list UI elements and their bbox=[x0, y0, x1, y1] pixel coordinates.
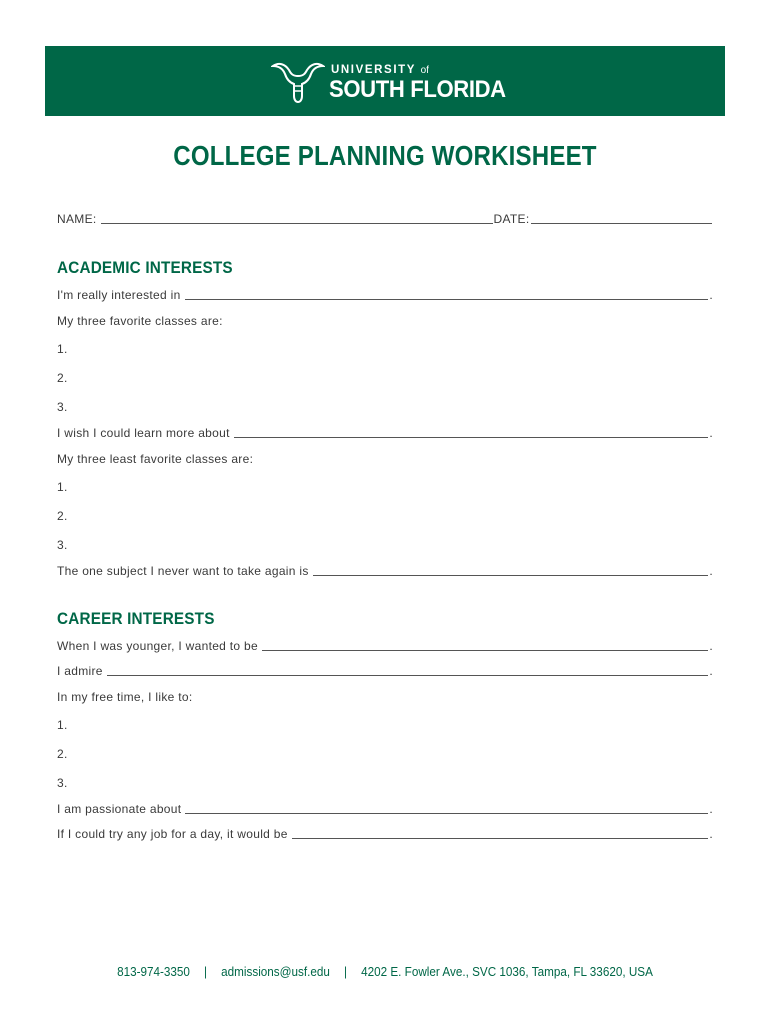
name-label: NAME: bbox=[57, 212, 97, 226]
name-field[interactable] bbox=[101, 212, 493, 224]
period: . bbox=[709, 664, 713, 678]
free-time-prompt: In my free time, I like to: bbox=[57, 690, 193, 704]
logo-name-text: SOUTH FLORIDA bbox=[329, 76, 506, 103]
try-job-field[interactable] bbox=[292, 827, 709, 839]
footer-phone: 813-974-3350 bbox=[117, 964, 190, 979]
academic-heading: ACADEMIC INTERESTS bbox=[57, 258, 233, 277]
when-younger-label: When I was younger, I wanted to be bbox=[57, 639, 258, 653]
footer-contact bbox=[39, 964, 732, 979]
period: . bbox=[709, 564, 713, 578]
period: . bbox=[709, 639, 713, 653]
least-favorite-item-3[interactable]: 3. bbox=[57, 538, 68, 552]
period: . bbox=[709, 802, 713, 816]
free-time-item-3[interactable]: 3. bbox=[57, 776, 68, 790]
free-time-item-1[interactable]: 1. bbox=[57, 718, 68, 732]
least-favorite-item-2[interactable]: 2. bbox=[57, 509, 68, 523]
passionate-field[interactable] bbox=[185, 802, 708, 814]
passionate-row bbox=[57, 802, 713, 816]
logo-university-text: UNIVERSITY of bbox=[331, 64, 429, 76]
favorite-class-item-3[interactable]: 3. bbox=[57, 400, 68, 414]
footer-email[interactable]: admissions@usf.edu bbox=[221, 964, 330, 979]
usf-logo bbox=[271, 58, 511, 104]
favorite-class-item-2[interactable]: 2. bbox=[57, 371, 68, 385]
page-title: COLLEGE PLANNING WORKISHEET bbox=[173, 140, 597, 171]
never-again-field[interactable] bbox=[313, 564, 709, 576]
favorite-class-item-1[interactable]: 1. bbox=[57, 342, 68, 356]
date-field[interactable] bbox=[531, 212, 712, 224]
period: . bbox=[709, 426, 713, 440]
wish-learn-label: I wish I could learn more about bbox=[57, 426, 230, 440]
never-again-label: The one subject I never want to take again is bbox=[57, 564, 309, 578]
name-date-row bbox=[57, 212, 713, 226]
passionate-label: I am passionate about bbox=[57, 802, 182, 816]
interested-in-label: I'm really interested in bbox=[57, 288, 181, 302]
least-favorite-item-1[interactable]: 1. bbox=[57, 480, 68, 494]
when-younger-field[interactable] bbox=[262, 639, 708, 651]
period: . bbox=[709, 827, 713, 841]
try-job-row bbox=[57, 827, 713, 841]
favorite-classes-prompt: My three favorite classes are: bbox=[57, 314, 223, 328]
footer-separator: | bbox=[204, 964, 208, 979]
admire-label: I admire bbox=[57, 664, 103, 678]
career-heading: CAREER INTERESTS bbox=[57, 609, 215, 628]
free-time-item-2[interactable]: 2. bbox=[57, 747, 68, 761]
least-favorite-prompt: My three least favorite classes are: bbox=[57, 452, 254, 466]
when-younger-row bbox=[57, 639, 713, 653]
wish-learn-field[interactable] bbox=[234, 426, 709, 438]
interested-in-field[interactable] bbox=[185, 288, 709, 300]
period: . bbox=[709, 288, 713, 302]
never-again-row bbox=[57, 564, 713, 578]
footer-address: 4202 E. Fowler Ave., SVC 1036, Tampa, FL 33620, USA bbox=[361, 964, 653, 979]
bull-horns-logo-icon bbox=[271, 60, 325, 104]
interested-in-row bbox=[57, 288, 713, 302]
try-job-label: If I could try any job for a day, it would be bbox=[57, 827, 288, 841]
date-label: DATE: bbox=[493, 212, 530, 226]
admire-field[interactable] bbox=[107, 664, 709, 676]
footer-separator: | bbox=[343, 964, 348, 979]
admire-row bbox=[57, 664, 713, 678]
header-banner bbox=[45, 46, 725, 116]
wish-learn-row bbox=[57, 426, 713, 440]
